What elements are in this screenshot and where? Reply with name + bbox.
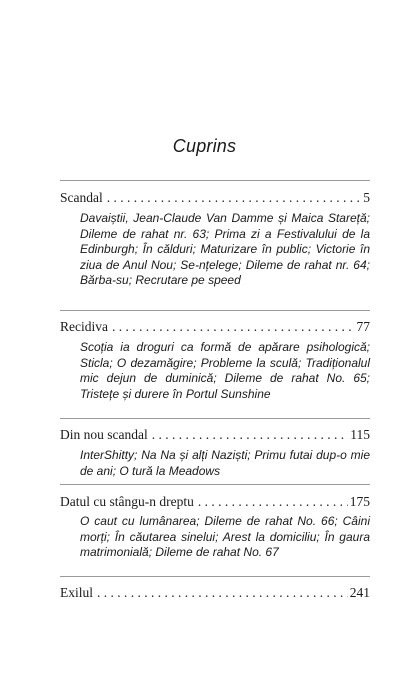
page-title: Cuprins bbox=[172, 136, 237, 156]
toc-entry bbox=[60, 318, 370, 336]
section-divider bbox=[60, 576, 370, 577]
section-divider bbox=[60, 310, 370, 311]
toc-entry-page: 77 bbox=[356, 319, 370, 334]
dot-leader bbox=[198, 493, 348, 511]
toc-entry-contents: Davaiștii, Jean-Claude Van Damme și Maica Stareță; Dileme de rahat nr. 63; Prima zi a Festivalului de la Edinburgh; În călduri; Maturizare în public; Victorie în ziua de Anul Nou; Se-nțelege; Dileme de rahat nr. 64; Bărba-su; Recrutare pe speed bbox=[80, 211, 370, 287]
toc-entry-title: Datul cu stângu-n dreptu bbox=[60, 494, 194, 509]
toc-entry-title: Exilul bbox=[60, 585, 93, 600]
toc-entry bbox=[60, 426, 370, 444]
section-divider bbox=[60, 418, 370, 419]
toc-entry-page: 5 bbox=[363, 190, 370, 205]
toc-entry-page: 115 bbox=[350, 427, 370, 442]
toc-entry-contents: InterShitty; Na Na și alți Naziști; Primu futai dup-o mie de ani; O tură la Meadows bbox=[80, 448, 370, 478]
toc-entry bbox=[60, 584, 370, 602]
dot-leader bbox=[152, 426, 349, 444]
section-divider bbox=[60, 180, 370, 181]
dot-leader bbox=[112, 318, 355, 336]
toc-entry bbox=[60, 493, 370, 511]
toc-entry-title: Scandal bbox=[60, 190, 103, 205]
toc-entry-title: Din nou scandal bbox=[60, 427, 148, 442]
toc-entry-contents: Scoția ia droguri ca formă de apărare psihologică; Sticla; O dezamăgire; Probleme la sculă; Tradiționalul mic dejun de duminică; Dileme de rahat No. 65; Tristețe și durere în Portul Sunshine bbox=[80, 340, 370, 401]
dot-leader bbox=[97, 584, 348, 602]
toc-entry-contents: O caut cu lumânarea; Dileme de rahat No. 66; Câini morți; În căutarea sinelui; Arest la domiciliu; În gaura matrimonială; Dileme de rahat No. 67 bbox=[80, 514, 370, 559]
toc-entry-page: 241 bbox=[349, 585, 370, 600]
section-divider bbox=[60, 484, 370, 485]
toc-entry-page: 175 bbox=[349, 494, 370, 509]
toc-entry bbox=[60, 189, 370, 207]
toc-entry-title: Recidiva bbox=[60, 319, 108, 334]
dot-leader bbox=[107, 189, 362, 207]
